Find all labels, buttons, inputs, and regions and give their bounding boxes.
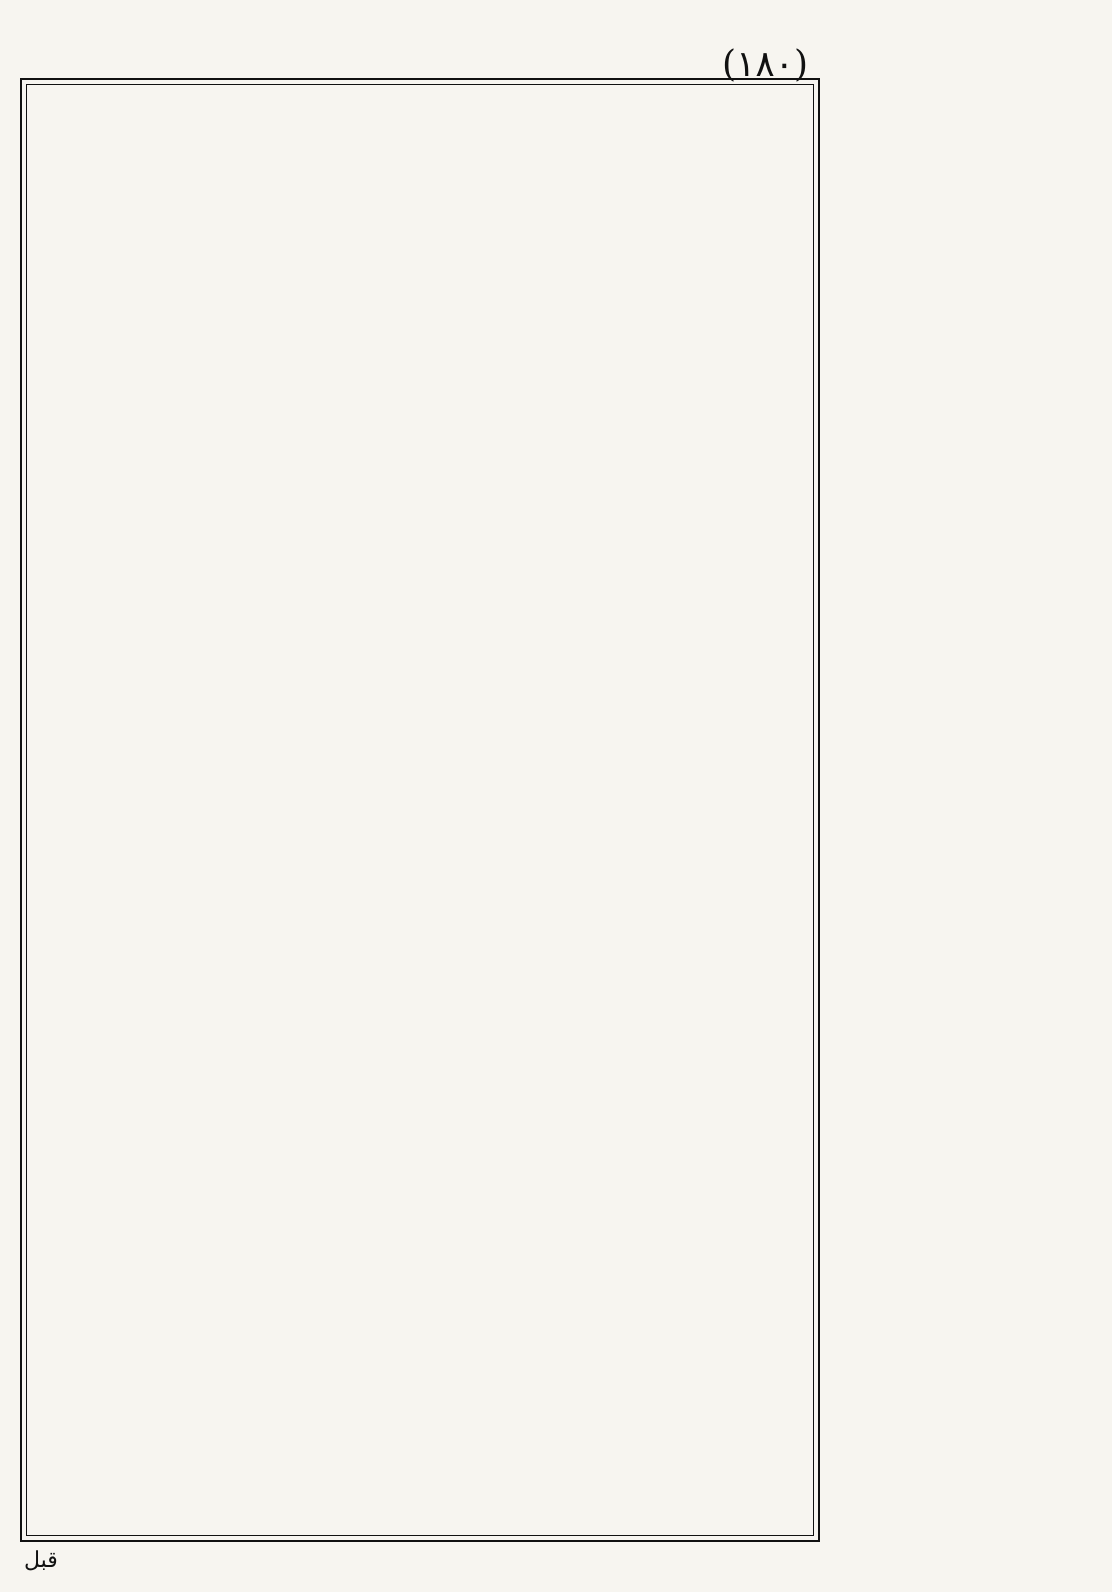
main-frame [20, 78, 820, 1542]
margin-column [836, 30, 1098, 1550]
page-number: (١٨٠) [721, 44, 809, 85]
catchword: قبل [24, 1548, 58, 1573]
main-frame-inner [26, 84, 814, 1536]
